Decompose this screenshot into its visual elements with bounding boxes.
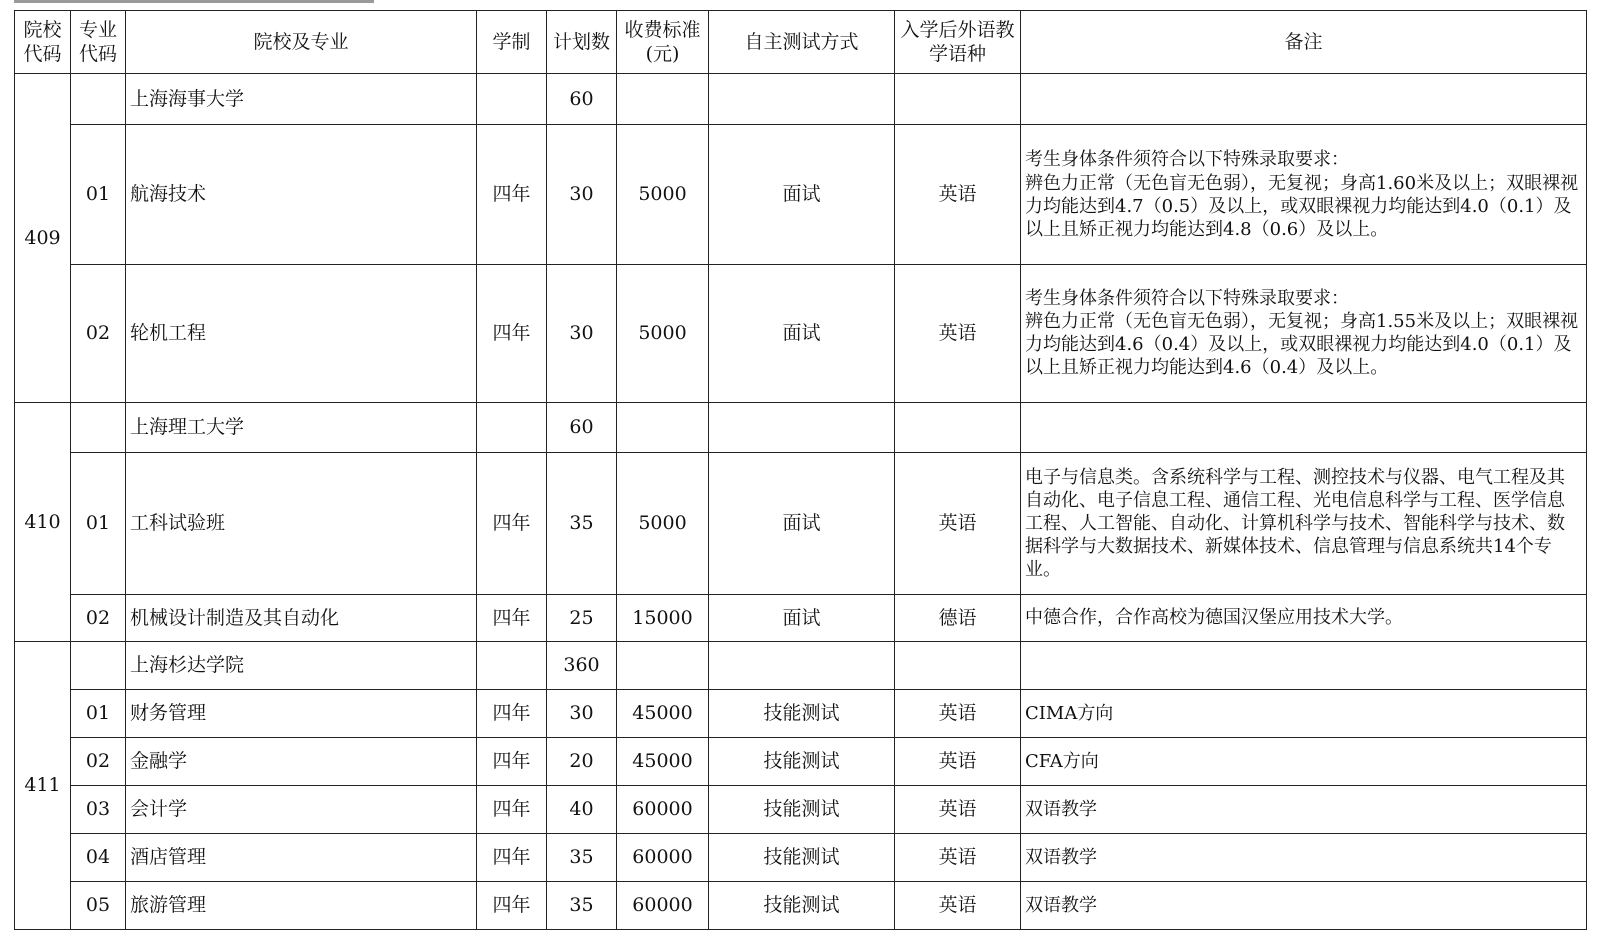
major-code: 03 (71, 785, 126, 833)
major-remark: 中德合作，合作高校为德国汉堡应用技术大学。 (1021, 594, 1587, 641)
major-name: 工科试验班 (126, 452, 477, 594)
school-code: 410 (15, 402, 71, 641)
major-fee: 60000 (617, 881, 709, 929)
school-name: 上海理工大学 (126, 402, 477, 452)
major-test: 面试 (709, 125, 895, 265)
empty-cell (895, 74, 1021, 125)
major-name: 航海技术 (126, 125, 477, 265)
empty-cell (477, 74, 547, 125)
major-duration: 四年 (477, 785, 547, 833)
major-name: 轮机工程 (126, 265, 477, 403)
major-name: 酒店管理 (126, 833, 477, 881)
table-body (15, 74, 1587, 930)
major-code: 02 (71, 737, 126, 785)
major-test: 技能测试 (709, 689, 895, 737)
major-remark: 双语教学 (1021, 833, 1587, 881)
empty-cell (709, 74, 895, 125)
major-language: 英语 (895, 785, 1021, 833)
school-plan: 60 (547, 402, 617, 452)
empty-cell (617, 641, 709, 689)
header-school-major: 院校及专业 (126, 11, 477, 74)
empty-cell (477, 402, 547, 452)
major-fee: 5000 (617, 125, 709, 265)
major-fee: 45000 (617, 689, 709, 737)
empty-cell (1021, 74, 1587, 125)
school-name: 上海杉达学院 (126, 641, 477, 689)
header-major-code: 专业代码 (71, 11, 126, 74)
empty-cell (71, 402, 126, 452)
empty-cell (71, 641, 126, 689)
major-duration: 四年 (477, 594, 547, 641)
header-fee: 收费标准(元) (617, 11, 709, 74)
major-name: 财务管理 (126, 689, 477, 737)
empty-cell (1021, 641, 1587, 689)
major-code: 02 (71, 594, 126, 641)
major-code: 02 (71, 265, 126, 403)
major-code: 04 (71, 833, 126, 881)
major-code: 01 (71, 689, 126, 737)
header-duration: 学制 (477, 11, 547, 74)
major-fee: 45000 (617, 737, 709, 785)
major-language: 英语 (895, 833, 1021, 881)
empty-cell (895, 402, 1021, 452)
major-code: 01 (71, 452, 126, 594)
major-remark: 电子与信息类。含系统科学与工程、测控技术与仪器、电气工程及其自动化、电子信息工程、通信工程、光电信息科学与工程、医学信息工程、人工智能、自动化、计算机科学与技术、智能科学与技术、数据科学与大数据技术、新媒体技术、信息管理与信息系统共14个专业。 (1021, 452, 1587, 594)
major-plan: 30 (547, 689, 617, 737)
major-remark: CFA方向 (1021, 737, 1587, 785)
empty-cell (617, 402, 709, 452)
school-row (15, 74, 1587, 125)
major-test: 面试 (709, 452, 895, 594)
major-language: 英语 (895, 881, 1021, 929)
major-fee: 5000 (617, 265, 709, 403)
major-duration: 四年 (477, 689, 547, 737)
major-plan: 35 (547, 452, 617, 594)
major-language: 英语 (895, 737, 1021, 785)
admissions-table (14, 10, 1587, 930)
major-code: 05 (71, 881, 126, 929)
major-row (15, 785, 1587, 833)
major-row (15, 737, 1587, 785)
major-plan: 40 (547, 785, 617, 833)
school-plan: 360 (547, 641, 617, 689)
major-name: 会计学 (126, 785, 477, 833)
major-test: 面试 (709, 265, 895, 403)
major-remark: 双语教学 (1021, 785, 1587, 833)
major-row (15, 125, 1587, 265)
header-language: 入学后外语教学语种 (895, 11, 1021, 74)
header-plan: 计划数 (547, 11, 617, 74)
major-test: 技能测试 (709, 737, 895, 785)
major-duration: 四年 (477, 881, 547, 929)
major-remark: 双语教学 (1021, 881, 1587, 929)
table-header (15, 11, 1587, 74)
major-remark: 考生身体条件须符合以下特殊录取要求： 辨色力正常（无色盲无色弱），无复视；身高1.60米及以上；双眼裸视力均能达到4.7（0.5）及以上，或双眼裸视力均能达到4.0（0.1）及以上且矫正视力均能达到4.8（0.6）及以上。 (1021, 125, 1587, 265)
major-name: 机械设计制造及其自动化 (126, 594, 477, 641)
major-test: 技能测试 (709, 881, 895, 929)
header-remarks: 备注 (1021, 11, 1587, 74)
school-code: 409 (15, 74, 71, 403)
empty-cell (709, 641, 895, 689)
major-plan: 30 (547, 265, 617, 403)
major-name: 金融学 (126, 737, 477, 785)
major-plan: 20 (547, 737, 617, 785)
empty-cell (477, 641, 547, 689)
school-name: 上海海事大学 (126, 74, 477, 125)
major-duration: 四年 (477, 452, 547, 594)
major-fee: 5000 (617, 452, 709, 594)
school-code: 411 (15, 641, 71, 929)
major-language: 英语 (895, 689, 1021, 737)
major-plan: 30 (547, 125, 617, 265)
major-duration: 四年 (477, 737, 547, 785)
empty-cell (895, 641, 1021, 689)
empty-cell (1021, 402, 1587, 452)
major-code: 01 (71, 125, 126, 265)
major-fee: 15000 (617, 594, 709, 641)
major-duration: 四年 (477, 265, 547, 403)
header-test: 自主测试方式 (709, 11, 895, 74)
major-plan: 25 (547, 594, 617, 641)
major-language: 英语 (895, 452, 1021, 594)
major-row (15, 689, 1587, 737)
top-strip (14, 0, 374, 3)
major-remark: 考生身体条件须符合以下特殊录取要求： 辨色力正常（无色盲无色弱），无复视；身高1.55米及以上；双眼裸视力均能达到4.6（0.4）及以上，或双眼裸视力均能达到4.0（0.1）及以上且矫正视力均能达到4.6（0.4）及以上。 (1021, 265, 1587, 403)
major-duration: 四年 (477, 125, 547, 265)
school-row (15, 402, 1587, 452)
major-plan: 35 (547, 833, 617, 881)
major-fee: 60000 (617, 785, 709, 833)
major-language: 英语 (895, 265, 1021, 403)
empty-cell (71, 74, 126, 125)
major-fee: 60000 (617, 833, 709, 881)
header-school-code: 院校代码 (15, 11, 71, 74)
major-test: 技能测试 (709, 833, 895, 881)
major-row (15, 833, 1587, 881)
major-name: 旅游管理 (126, 881, 477, 929)
major-remark: CIMA方向 (1021, 689, 1587, 737)
major-row (15, 265, 1587, 403)
major-row (15, 594, 1587, 641)
major-row (15, 452, 1587, 594)
school-plan: 60 (547, 74, 617, 125)
major-test: 面试 (709, 594, 895, 641)
major-duration: 四年 (477, 833, 547, 881)
empty-cell (709, 402, 895, 452)
major-row (15, 881, 1587, 929)
major-plan: 35 (547, 881, 617, 929)
empty-cell (617, 74, 709, 125)
school-row (15, 641, 1587, 689)
major-language: 英语 (895, 125, 1021, 265)
major-test: 技能测试 (709, 785, 895, 833)
major-language: 德语 (895, 594, 1021, 641)
